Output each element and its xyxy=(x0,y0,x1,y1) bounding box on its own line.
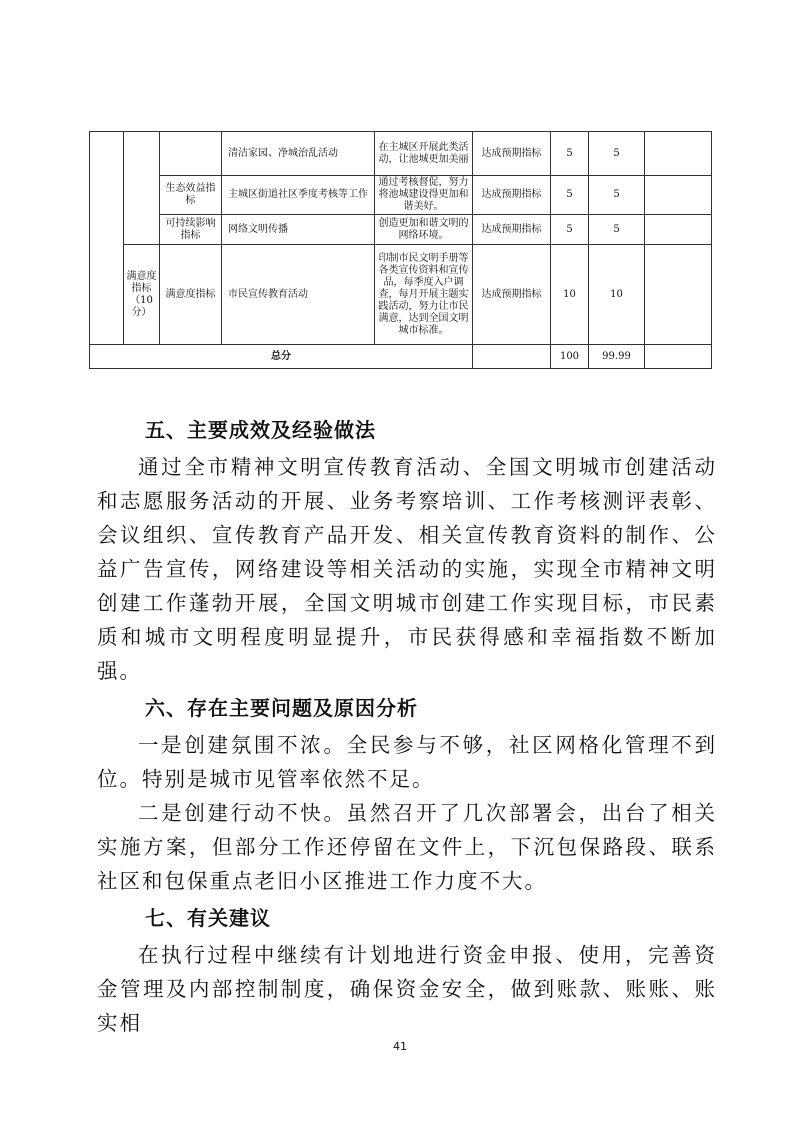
table-cell-status: 达成预期指标 xyxy=(473,215,551,245)
table-cell-score: 5 xyxy=(551,215,589,245)
table-cell xyxy=(90,132,124,345)
table-cell-status: 达成预期指标 xyxy=(473,245,551,345)
table-cell xyxy=(645,132,712,176)
total-result: 99.99 xyxy=(589,345,645,369)
table-cell-result: 10 xyxy=(589,245,645,345)
total-label: 总分 xyxy=(90,345,473,369)
table-cell-result: 5 xyxy=(589,132,645,176)
total-score: 100 xyxy=(551,345,589,369)
table-row-total xyxy=(90,345,712,369)
table-cell-target: 在主城区开展此类活动，让池城更加美丽 xyxy=(375,132,473,176)
table-cell-category: 满意度指标（10分） xyxy=(124,245,160,345)
table-cell-status: 达成预期指标 xyxy=(473,132,551,176)
table-cell-score: 10 xyxy=(551,245,589,345)
table-cell-indicator: 满意度指标 xyxy=(160,245,222,345)
table-cell-score: 5 xyxy=(551,176,589,215)
performance-table xyxy=(89,131,712,369)
table-cell-indicator: 可持续影响指标 xyxy=(160,215,222,245)
table-cell-target: 创造更加和谐文明的网络环境。 xyxy=(375,215,473,245)
table-cell-indicator: 生态效益指标 xyxy=(160,176,222,215)
table-row xyxy=(90,132,712,176)
table-cell-status: 达成预期指标 xyxy=(473,176,551,215)
table-cell xyxy=(645,176,712,215)
section-heading: 六、存在主要问题及原因分析 xyxy=(145,696,418,720)
table-row xyxy=(90,215,712,245)
table-cell-result: 5 xyxy=(589,176,645,215)
section-heading: 七、有关建议 xyxy=(145,906,271,930)
paragraph: 通过全市精神文明宣传教育活动、全国文明城市创建活动和志愿服务活动的开展、业务考察培训、工作考核测评表彰、会议组织、宣传教育产品开发、相关宣传教育资料的制作、公益广告宣传，网络建设等相关活动的实施，实现全市精神文明创建工作蓬勃开展，全国文明城市创建工作实现目标，市民素质和城市文明程度明显提升，市民获得感和幸福指数不断加强。 xyxy=(97,455,717,683)
table-row xyxy=(90,245,712,345)
table-cell-target: 印制市民文明手册等各类宣传资料和宣传品，每季度入户调查，每月开展主题实践活动，努力让市民满意，达到全国文明城市标准。 xyxy=(375,245,473,345)
table-cell xyxy=(645,245,712,345)
table-cell xyxy=(124,132,160,245)
table-cell-result: 5 xyxy=(589,215,645,245)
paragraph: 在执行过程中继续有计划地进行资金申报、使用，完善资金管理及内部控制制度，确保资金安全，做到账款、账账、账实相 xyxy=(97,943,717,1035)
table-cell-activity: 主城区街道社区季度考核等工作 xyxy=(222,176,375,215)
paragraph: 二是创建行动不快。虽然召开了几次部署会，出台了相关实施方案，但部分工作还停留在文件上，下沉包保路段、联系社区和包保重点老旧小区推进工作力度不大。 xyxy=(97,801,717,893)
table-cell xyxy=(645,215,712,245)
table-cell-activity: 清洁家园、净城治乱活动 xyxy=(222,132,375,176)
table-cell xyxy=(160,132,222,176)
table-cell xyxy=(473,345,551,369)
page-number: 41 xyxy=(393,1040,407,1053)
table-cell-activity: 市民宣传教育活动 xyxy=(222,245,375,345)
table-cell-activity: 网络文明传播 xyxy=(222,215,375,245)
document-body xyxy=(97,410,717,1040)
table-row xyxy=(90,176,712,215)
paragraph: 一是创建氛围不浓。全民参与不够，社区网格化管理不到位。特别是城市见管率依然不足。 xyxy=(97,733,717,791)
table-cell-score: 5 xyxy=(551,132,589,176)
table-cell xyxy=(645,345,712,369)
section-heading: 五、主要成效及经验做法 xyxy=(145,418,376,442)
table-cell-target: 通过考核督促，努力将池城建设得更加和谐美好。 xyxy=(375,176,473,215)
